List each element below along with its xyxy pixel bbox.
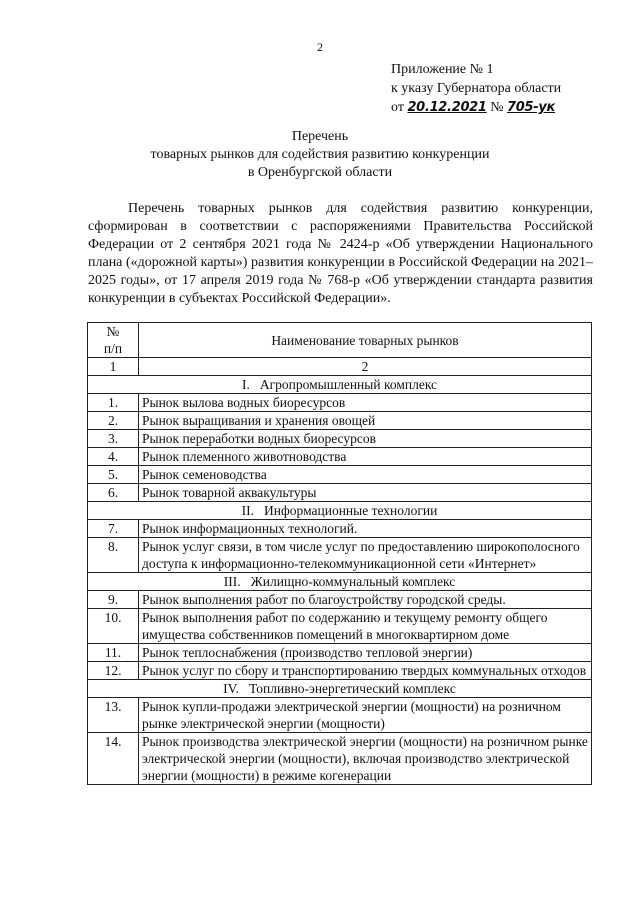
column-index-row bbox=[88, 358, 592, 376]
section-title: Информационные технологии bbox=[264, 503, 438, 518]
page-number: 2 bbox=[317, 40, 323, 54]
appendix-subtitle: к указу Губернатора области bbox=[391, 81, 562, 96]
date-prefix: от bbox=[391, 100, 404, 115]
section-heading bbox=[88, 502, 592, 520]
row-number: 9. bbox=[88, 591, 139, 609]
table-body bbox=[88, 376, 592, 785]
document-title bbox=[0, 128, 640, 182]
market-name: Рынок семеноводства bbox=[139, 466, 592, 484]
header-number bbox=[88, 323, 139, 358]
row-number: 11. bbox=[88, 644, 139, 662]
row-number: 1. bbox=[88, 394, 139, 412]
table-row bbox=[88, 698, 592, 733]
table-row bbox=[88, 591, 592, 609]
intro-paragraph: Перечень товарных рынков для содействия развитию конкуренции, сформирован в соответствии с распоряжениями Правительства Российской Федерации от 2 сентября 2021 года № 2424-р «Об утверждении Национального плана («дорожной карты») развития конкуренции в Российской Федерации на 2021–2025 годы», от 17 апреля 2019 года № 768-р «Об утверждении стандарта развития конкуренции в субъектах Российской Федерации». bbox=[88, 201, 593, 306]
appendix-title: Приложение № 1 bbox=[391, 62, 494, 77]
header-number-line2: п/п bbox=[103, 341, 123, 356]
section-heading bbox=[88, 376, 592, 394]
market-name: Рынок переработки водных биоресурсов bbox=[139, 430, 592, 448]
row-number: 7. bbox=[88, 520, 139, 538]
table-row bbox=[88, 733, 592, 785]
row-number: 13. bbox=[88, 698, 139, 733]
row-number: 3. bbox=[88, 430, 139, 448]
row-number: 8. bbox=[88, 538, 139, 573]
section-row bbox=[88, 573, 592, 591]
row-number: 2. bbox=[88, 412, 139, 430]
table-row bbox=[88, 538, 592, 573]
section-row bbox=[88, 680, 592, 698]
market-name: Рынок информационных технологий. bbox=[139, 520, 592, 538]
row-number: 10. bbox=[88, 609, 139, 644]
market-name: Рынок племенного животноводства bbox=[139, 448, 592, 466]
column-index-2: 2 bbox=[139, 358, 592, 376]
title-line-1: Перечень bbox=[291, 129, 349, 144]
appendix-block bbox=[391, 60, 611, 117]
handwritten-date: 20.12.2021 bbox=[407, 100, 487, 115]
market-name: Рынок выполнения работ по содержанию и текущему ремонту общего имущества собственников помещений в многоквартирном доме bbox=[139, 609, 592, 644]
appendix-date-line bbox=[391, 98, 611, 117]
table-row bbox=[88, 644, 592, 662]
handwritten-number: 705-ук bbox=[507, 100, 556, 115]
table-row bbox=[88, 412, 592, 430]
column-index-1: 1 bbox=[88, 358, 139, 376]
table-row bbox=[88, 484, 592, 502]
markets-table bbox=[87, 322, 592, 785]
section-roman-numeral: III. bbox=[223, 574, 241, 589]
market-name: Рынок выращивания и хранения овощей bbox=[139, 412, 592, 430]
header-number-line1: № bbox=[106, 324, 120, 339]
section-heading bbox=[88, 680, 592, 698]
title-line-2: товарных рынков для содействия развитию конкуренции bbox=[150, 147, 490, 162]
row-number: 4. bbox=[88, 448, 139, 466]
section-heading bbox=[88, 573, 592, 591]
table-row bbox=[88, 520, 592, 538]
section-title: Жилищно-коммунальный комплекс bbox=[250, 574, 456, 589]
title-line-3: в Оренбургской области bbox=[247, 165, 393, 180]
market-name: Рынок услуг по сбору и транспортированию твердых коммунальных отходов bbox=[139, 662, 592, 680]
table-row bbox=[88, 609, 592, 644]
market-name: Рынок товарной аквакультуры bbox=[139, 484, 592, 502]
table-header-row bbox=[88, 323, 592, 358]
market-name: Рынок теплоснабжения (производство тепловой энергии) bbox=[139, 644, 592, 662]
table-row bbox=[88, 448, 592, 466]
section-title: Агропромышленный комплекс bbox=[259, 377, 438, 392]
section-roman-numeral: II. bbox=[241, 503, 255, 518]
row-number: 5. bbox=[88, 466, 139, 484]
row-number: 14. bbox=[88, 733, 139, 785]
section-roman-numeral: I. bbox=[241, 377, 250, 392]
market-name: Рынок выполнения работ по благоустройству городской среды. bbox=[139, 591, 592, 609]
table-row bbox=[88, 662, 592, 680]
market-name: Рынок услуг связи, в том числе услуг по предоставлению широкополосного доступа к информационно-телекоммуникационной сети «Интернет» bbox=[139, 538, 592, 573]
market-name: Рынок купли-продажи электрической энергии (мощности) на розничном рынке электрической энергии (мощности) bbox=[139, 698, 592, 733]
market-name: Рынок производства электрической энергии (мощности) на розничном рынке электрической энергии (мощности), включая производство электрической энергии (мощности) в режиме когенерации bbox=[139, 733, 592, 785]
header-name: Наименование товарных рынков bbox=[139, 323, 592, 358]
table-row bbox=[88, 430, 592, 448]
section-roman-numeral: IV. bbox=[223, 681, 240, 696]
row-number: 6. bbox=[88, 484, 139, 502]
section-title: Топливно-энергетический комплекс bbox=[249, 681, 456, 696]
row-number: 12. bbox=[88, 662, 139, 680]
table-row bbox=[88, 466, 592, 484]
market-name: Рынок вылова водных биоресурсов bbox=[139, 394, 592, 412]
section-row bbox=[88, 376, 592, 394]
table-row bbox=[88, 394, 592, 412]
number-prefix: № bbox=[490, 100, 504, 115]
section-row bbox=[88, 502, 592, 520]
